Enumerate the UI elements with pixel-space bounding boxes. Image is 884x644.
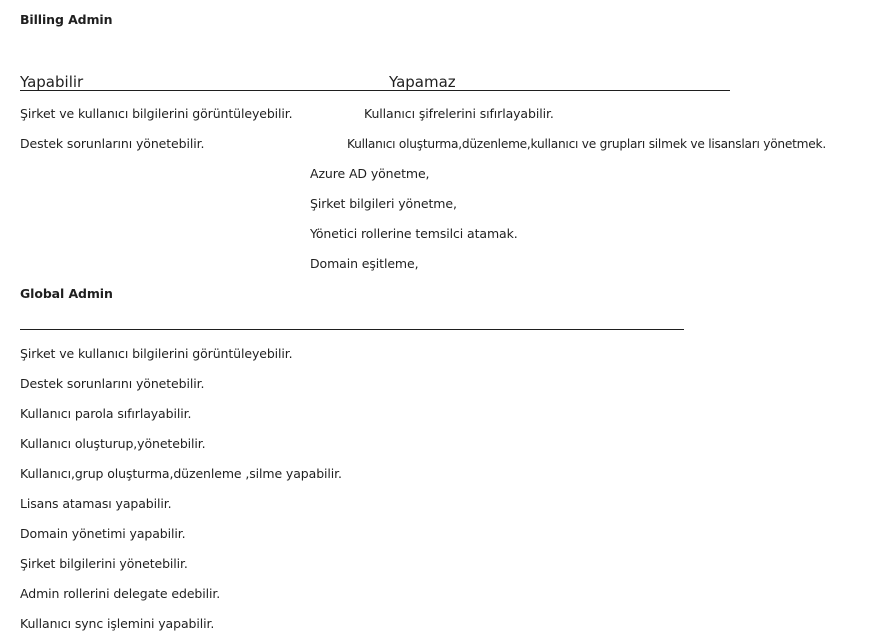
cannot-item: Kullanıcı oluşturma,düzenleme,kullanıcı ve grupları silmek ve lisansları yönetmek. (347, 137, 826, 151)
global-item: Şirket ve kullanıcı bilgilerini görüntüleyebilir. (20, 346, 293, 361)
cannot-item: Kullanıcı şifrelerini sıfırlayabilir. (364, 106, 554, 121)
global-admin-title: Global Admin (20, 286, 113, 301)
global-item: Şirket bilgilerini yönetebilir. (20, 556, 188, 571)
can-item: Destek sorunlarını yönetebilir. (20, 136, 205, 151)
cannot-item: Şirket bilgileri yönetme, (310, 196, 457, 211)
heading-underline (20, 90, 730, 91)
global-item: Kullanıcı parola sıfırlayabilir. (20, 406, 192, 421)
billing-admin-title: Billing Admin (20, 12, 113, 27)
cannot-item: Domain eşitleme, (310, 256, 419, 271)
cannot-item: Azure AD yönetme, (310, 166, 430, 181)
global-item: Kullanıcı oluşturup,yönetebilir. (20, 436, 206, 451)
global-item: Admin rollerini delegate edebilir. (20, 586, 221, 601)
cannot-heading: Yapamaz (389, 73, 456, 91)
can-heading: Yapabilir (20, 73, 84, 91)
global-admin-rule (20, 329, 684, 330)
can-item: Şirket ve kullanıcı bilgilerini görüntüleyebilir. (20, 106, 293, 121)
global-item: Destek sorunlarını yönetebilir. (20, 376, 205, 391)
global-item: Kullanıcı,grup oluşturma,düzenleme ,silme yapabilir. (20, 466, 342, 481)
global-item: Kullanıcı sync işlemini yapabilir. (20, 616, 215, 631)
cannot-item: Yönetici rollerine temsilci atamak. (310, 226, 518, 241)
global-item: Lisans ataması yapabilir. (20, 496, 172, 511)
global-item: Domain yönetimi yapabilir. (20, 526, 186, 541)
